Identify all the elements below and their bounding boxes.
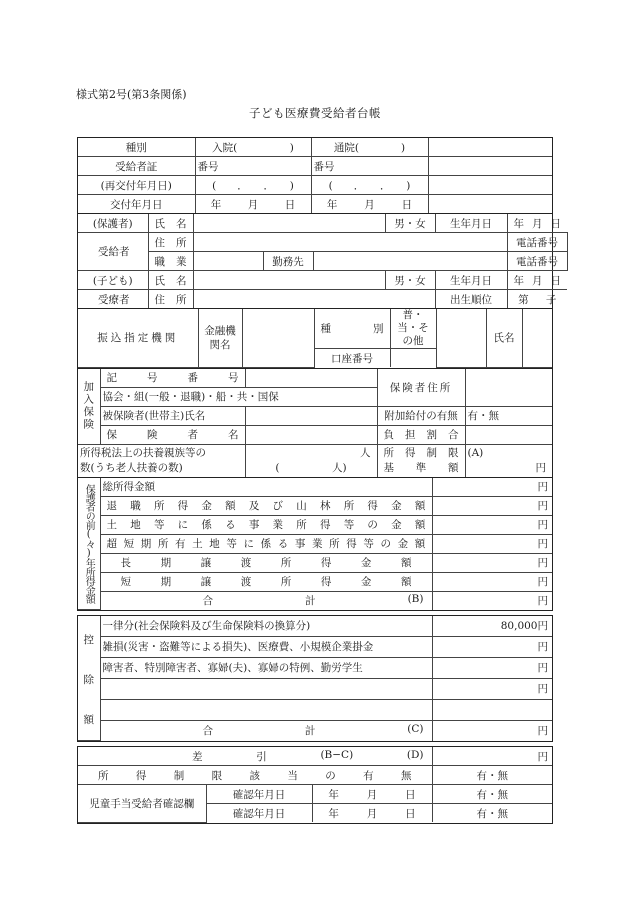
insurance-row-1 xyxy=(78,369,552,388)
insurance-row-3 xyxy=(78,406,552,425)
outpatient-issue-date[interactable]: 年 月 日 xyxy=(311,195,428,214)
name-label: 氏 名 xyxy=(148,271,193,290)
guardian-tag: (保護者) xyxy=(78,214,148,233)
reissue-blank xyxy=(428,176,552,195)
income-row xyxy=(78,534,552,553)
recipient-group-label: 受 給 者 xyxy=(78,233,148,271)
guardian-sex-field[interactable]: 男・女 xyxy=(385,214,435,233)
ledger-form xyxy=(77,137,562,824)
guardian-job-row xyxy=(78,252,567,271)
symbol-label: 記 号 番 号 xyxy=(100,369,245,388)
account-type-options[interactable]: 普・当・その他 xyxy=(390,309,436,349)
income-section-label: 保護者の前(々)年所得金額 xyxy=(78,478,100,610)
number-label: 番号 xyxy=(197,160,219,173)
insurance-section-label: 加入保険 xyxy=(78,369,100,445)
deduction-item-label: 障害者、特別障害者、寡婦(夫)、寡婦の特例、勤労学生 xyxy=(100,657,432,678)
allowance-check-date[interactable]: 年 月 日 xyxy=(312,804,432,823)
child-name-field[interactable] xyxy=(193,271,385,290)
number-label: 番号 xyxy=(313,160,335,173)
bank-row-1 xyxy=(78,309,552,349)
holder-field[interactable] xyxy=(522,309,552,367)
inpatient-reissue-date[interactable]: ( ． ． ) xyxy=(195,176,311,195)
bank-section-label: 振込指定機関 xyxy=(78,309,198,367)
deduction-total-row xyxy=(78,720,552,740)
guardian-name-field[interactable] xyxy=(193,214,385,233)
workplace-label: 勤務先 xyxy=(263,252,313,271)
income-row xyxy=(78,553,552,572)
cert-blank xyxy=(428,157,552,176)
diff-label: 差 引 (B−C) (D) xyxy=(78,747,432,766)
guardian-job-field[interactable] xyxy=(193,252,263,271)
limit-label: 所 得 制 限 基 準 額 xyxy=(377,444,465,477)
insurer-address-field[interactable] xyxy=(465,369,552,407)
insured-name-field[interactable] xyxy=(245,406,377,425)
certificate-section xyxy=(77,137,553,214)
income-item-value[interactable]: 円 xyxy=(432,534,552,553)
deduction-row xyxy=(78,657,552,678)
deduction-item-label: 雑損(災害・盗難等による損失)、医療費、小規模企業掛金 xyxy=(100,636,432,657)
deduction-total-value[interactable]: 円 xyxy=(432,720,552,740)
allowance-check-date[interactable]: 年 月 日 xyxy=(312,785,432,804)
issue-blank xyxy=(428,195,552,214)
outpatient-reissue-date[interactable]: ( ． ． ) xyxy=(311,176,428,195)
income-row xyxy=(78,515,552,534)
account-type-label: 種 別 xyxy=(314,309,390,349)
deduction-total-label: 合 計 (C) xyxy=(100,720,432,740)
phone-label: 電話番号 xyxy=(507,233,567,252)
limit-applicable-value[interactable]: 有・無 xyxy=(432,766,552,785)
holder-label: 氏名 xyxy=(486,309,522,367)
workplace-phone-label: 電話番号 xyxy=(507,252,567,271)
income-item-label: 総所得金額 xyxy=(100,478,432,497)
income-item-label: 超 短 期 所 有 土 地 等 に 係 る 事 業 所 得 等 の 金 額 xyxy=(100,534,432,553)
child-address-field[interactable] xyxy=(193,290,435,309)
inpatient-number-field[interactable] xyxy=(195,157,311,176)
deduction-item-value[interactable]: 円 xyxy=(432,678,552,699)
deduction-flat-label: 一律分(社会保険料及び生命保険料の換算分) xyxy=(100,616,432,636)
insured-name-label: 被保険者(世帯主)氏名 xyxy=(100,406,245,425)
guardian-address-row xyxy=(78,233,567,252)
inpatient-issue-date[interactable]: 年 月 日 xyxy=(195,195,311,214)
kind-blank xyxy=(428,138,552,157)
income-item-value[interactable]: 円 xyxy=(432,478,552,497)
diff-value[interactable]: 円 xyxy=(432,747,552,766)
guardian-name-row xyxy=(78,214,567,233)
reissue-row xyxy=(78,176,552,195)
institution-field[interactable] xyxy=(242,309,314,367)
insurer-label: 保 険 者 名 xyxy=(100,425,245,444)
issue-label: 交付年月日 xyxy=(78,195,195,214)
allowance-check-label: 確認年月日 xyxy=(206,804,312,823)
guardian-birth-label: 生年月日 xyxy=(435,214,507,233)
deduction-row xyxy=(78,699,552,720)
account-type-blank xyxy=(436,309,486,367)
income-total-value[interactable]: 円 xyxy=(432,591,552,610)
income-item-value[interactable]: 円 xyxy=(432,572,552,591)
deduction-section xyxy=(77,615,553,742)
limit-applicable-label: 所 得 制 限 該 当 の 有 無 xyxy=(78,766,432,785)
income-item-label: 短 期 譲 渡 所 得 金 額 xyxy=(100,572,432,591)
allowance-value[interactable]: 有・無 xyxy=(432,804,552,823)
limit-applicable-row xyxy=(78,766,552,785)
child-birth-date[interactable]: 年 月 日 xyxy=(507,271,567,290)
income-item-label: 長 期 譲 渡 所 得 金 額 xyxy=(100,553,432,572)
cert-row xyxy=(78,157,552,176)
form-caption: 様式第2号(第3条関係) xyxy=(76,88,187,101)
kind-label: 種別 xyxy=(78,138,195,157)
kind-row xyxy=(78,138,552,157)
supplement-label: 附加給付の有無 xyxy=(377,406,465,425)
deduction-section-label: 控 除 額 xyxy=(78,616,100,741)
deduction-item-value[interactable] xyxy=(432,699,552,720)
deduction-flat-value[interactable]: 80,000円 xyxy=(432,616,552,636)
income-item-label: 退 職 所 得 金 額 及 び 山 林 所 得 金 額 xyxy=(100,496,432,515)
summary-section xyxy=(77,746,553,824)
child-tag: (子ども) xyxy=(78,271,148,290)
account-no-label: 口座番号 xyxy=(314,349,390,368)
symbol-field[interactable] xyxy=(245,369,377,388)
income-total-label: 合 計 (B) xyxy=(100,591,432,610)
deduction-row xyxy=(78,636,552,657)
deduction-row xyxy=(78,616,552,636)
income-item-label: 土 地 等 に 係 る 事 業 所 得 等 の 金 額 xyxy=(100,515,432,534)
inpatient-field[interactable]: 入院( ) xyxy=(195,138,311,157)
supplement-value[interactable]: 有・無 xyxy=(465,406,552,425)
patient-group-label: 受 療 者 xyxy=(78,290,148,309)
job-label: 職 業 xyxy=(148,252,193,271)
bank-section xyxy=(77,309,553,369)
outpatient-number-field[interactable] xyxy=(311,157,428,176)
deduction-item-value[interactable]: 円 xyxy=(432,657,552,678)
birth-order-field[interactable]: 第 子 xyxy=(507,290,567,309)
issue-row xyxy=(78,195,552,214)
dependents-row xyxy=(78,444,552,477)
child-sex-field[interactable]: 男・女 xyxy=(385,271,435,290)
child-address-row xyxy=(78,290,567,309)
guardian-birth-date[interactable]: 年 月 日 xyxy=(507,214,567,233)
address-label: 住 所 xyxy=(148,290,193,309)
deduction-item-value[interactable]: 円 xyxy=(432,636,552,657)
address-label: 住 所 xyxy=(148,233,193,252)
insurance-row-4 xyxy=(78,425,552,444)
dependents-label: 所得税法上の扶養親族等の 数(うち老人扶養の数) xyxy=(78,444,245,477)
reissue-label: (再交付年月日) xyxy=(78,176,195,195)
outpatient-field[interactable]: 通院( ) xyxy=(311,138,428,157)
income-item-value[interactable]: 円 xyxy=(432,515,552,534)
name-label: 氏 名 xyxy=(148,214,193,233)
cert-label: 受給者証 xyxy=(78,157,195,176)
burden-field[interactable] xyxy=(465,425,552,444)
insurance-section xyxy=(77,369,553,478)
income-section xyxy=(77,478,553,612)
allowance-label: 児童手当受給者確認欄 xyxy=(78,785,206,823)
birth-order-label: 出生順位 xyxy=(435,290,507,309)
child-name-row xyxy=(78,271,567,290)
child-birth-label: 生年月日 xyxy=(435,271,507,290)
workplace-field[interactable] xyxy=(313,252,507,271)
deduction-row xyxy=(78,678,552,699)
recipient-section xyxy=(77,214,562,309)
dependents-field[interactable]: 人 ( 人) xyxy=(245,444,377,477)
allowance-row-1 xyxy=(78,785,552,804)
income-item-value[interactable]: 円 xyxy=(432,553,552,572)
allowance-value[interactable]: 有・無 xyxy=(432,785,552,804)
insurer-field[interactable] xyxy=(245,425,377,444)
deduction-item-label xyxy=(100,678,432,699)
income-item-value[interactable]: 円 xyxy=(432,496,552,515)
page-title: 子ども医療費受給者台帳 xyxy=(249,106,381,120)
deduction-item-label xyxy=(100,699,432,720)
institution-label: 金融機関名 xyxy=(198,309,242,367)
income-row xyxy=(78,496,552,515)
insurer-address-label: 保険者住所 xyxy=(377,369,465,407)
diff-row xyxy=(78,747,552,766)
limit-field[interactable]: (A) 円 xyxy=(465,444,552,477)
burden-label: 負 担 割 合 xyxy=(377,425,465,444)
guardian-address-field[interactable] xyxy=(193,233,507,252)
allowance-check-label: 確認年月日 xyxy=(206,785,312,804)
income-total-row xyxy=(78,591,552,610)
account-no-field[interactable] xyxy=(390,349,436,368)
income-row xyxy=(78,478,552,497)
insurance-types[interactable]: 協会・組(一般・退職)・船・共・国保 xyxy=(100,387,377,406)
income-row xyxy=(78,572,552,591)
